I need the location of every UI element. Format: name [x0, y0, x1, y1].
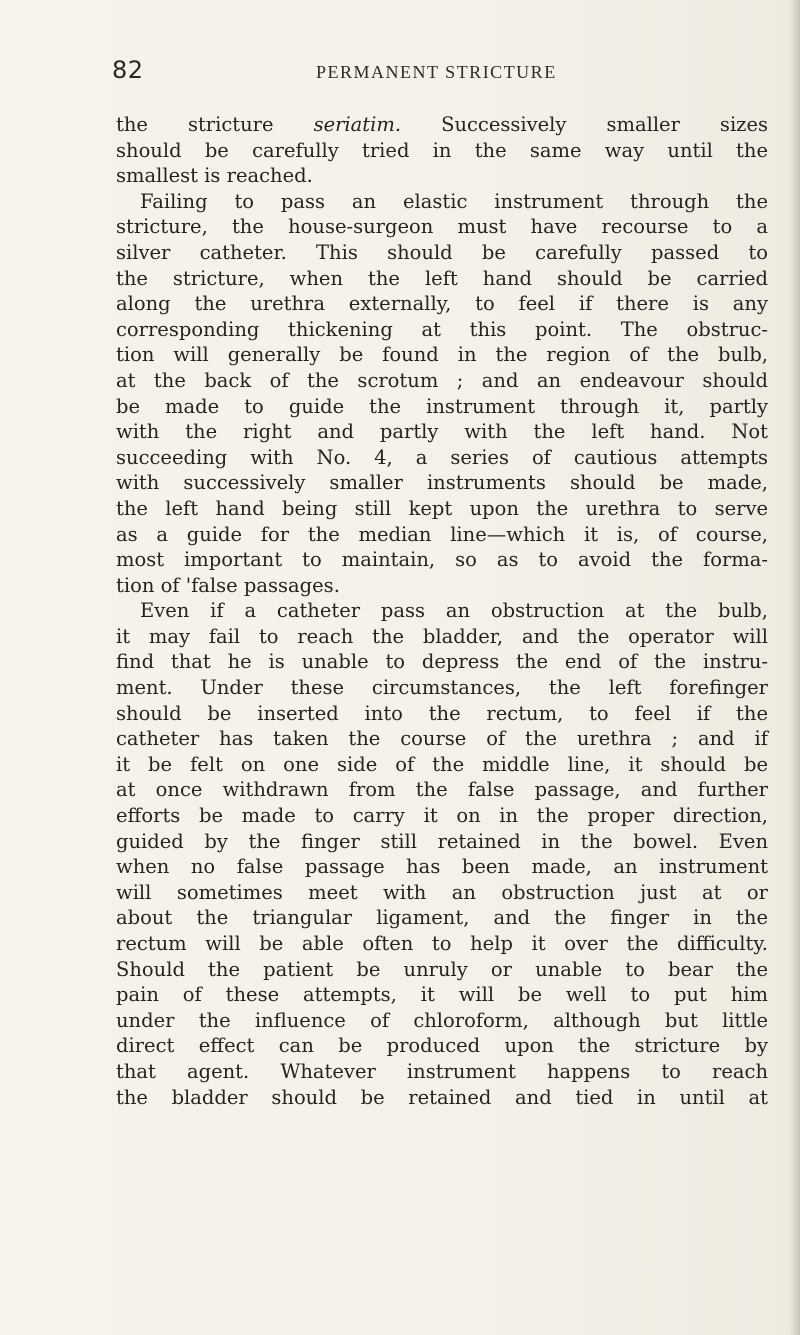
text-line: be made to guide the instrument through it, partly — [116, 394, 768, 418]
text-line: succeeding with No. 4, a series of cautious attempts — [116, 445, 768, 469]
text-line: most important to maintain, so as to avoid the forma- — [116, 548, 768, 572]
text-line: pain of these attempts, it will be well to put him — [116, 983, 768, 1007]
text-line: as a guide for the median line—which it is, of course, — [116, 522, 768, 546]
text-line: with successively smaller instruments should be made, — [116, 471, 768, 495]
running-head — [112, 56, 782, 90]
text-line: when no false passage has been made, an instrument — [116, 855, 768, 879]
text-line: smallest is reached. — [116, 164, 313, 188]
text-line: stricture, the house-surgeon must have recourse to a — [116, 215, 768, 239]
text-line: guided by the finger still retained in the bowel. Even — [116, 829, 768, 853]
text-line: at once withdrawn from the false passage, and further — [116, 778, 768, 802]
text-line: Even if a catheter pass an obstruction at the bulb, — [140, 599, 768, 623]
page-edge-shadow — [788, 0, 800, 1335]
text-line: along the urethra externally, to feel if there is any — [116, 292, 768, 316]
text-line: about the triangular ligament, and the finger in the — [116, 906, 768, 930]
text-line: that agent. Whatever instrument happens to reach — [116, 1059, 768, 1083]
text-line: catheter has taken the course of the urethra ; and if — [116, 727, 768, 751]
text-line: rectum will be able often to help it over the difficulty. — [116, 932, 768, 955]
text-line: silver catheter. This should be carefully passed to — [116, 240, 768, 264]
text-line: the bladder should be retained and tied in until at — [116, 1085, 768, 1109]
italic-term: seriatim. — [313, 113, 402, 136]
text-line: the left hand being still kept upon the urethra to serve — [116, 496, 768, 520]
text-line: ment. Under these circumstances, the left forefinger — [116, 676, 768, 700]
text-line: direct effect can be produced upon the stricture by — [116, 1034, 768, 1058]
text-line: it may fail to reach the bladder, and the operator will — [116, 624, 768, 648]
text-line: find that he is unable to depress the end of the instru- — [116, 650, 768, 674]
text-line: tion will generally be found in the region of the bulb, — [116, 343, 768, 367]
text-line: will sometimes meet with an obstruction just at or — [116, 880, 768, 904]
text-line: tion of 'false passages. — [116, 573, 340, 597]
text-line: should be inserted into the rectum, to feel if the — [116, 701, 768, 725]
text-line: efforts be made to carry it on in the proper direction, — [116, 804, 768, 828]
text-line: the stricture seriatim. Successively smaller sizes — [116, 113, 768, 136]
text-line: with the right and partly with the left hand. Not — [116, 420, 768, 444]
text-line: Failing to pass an elastic instrument through the — [140, 189, 768, 213]
text-line: under the influence of chloroform, although but little — [116, 1008, 768, 1032]
text-line: it be felt on one side of the middle line, it should be — [116, 752, 768, 776]
text-line: corresponding thickening at this point. The obstruc- — [116, 317, 768, 341]
running-title: PERMANENT STRICTURE — [316, 62, 557, 82]
text-line: should be carefully tried in the same way until the — [116, 138, 768, 162]
page-number: 82 — [112, 56, 144, 84]
text-line: the stricture, when the left hand should be carried — [116, 266, 768, 290]
text-line: at the back of the scrotum ; and an endeavour should — [116, 368, 768, 392]
body-text — [116, 112, 768, 1110]
text-line: Should the patient be unruly or unable to bear the — [116, 957, 768, 981]
